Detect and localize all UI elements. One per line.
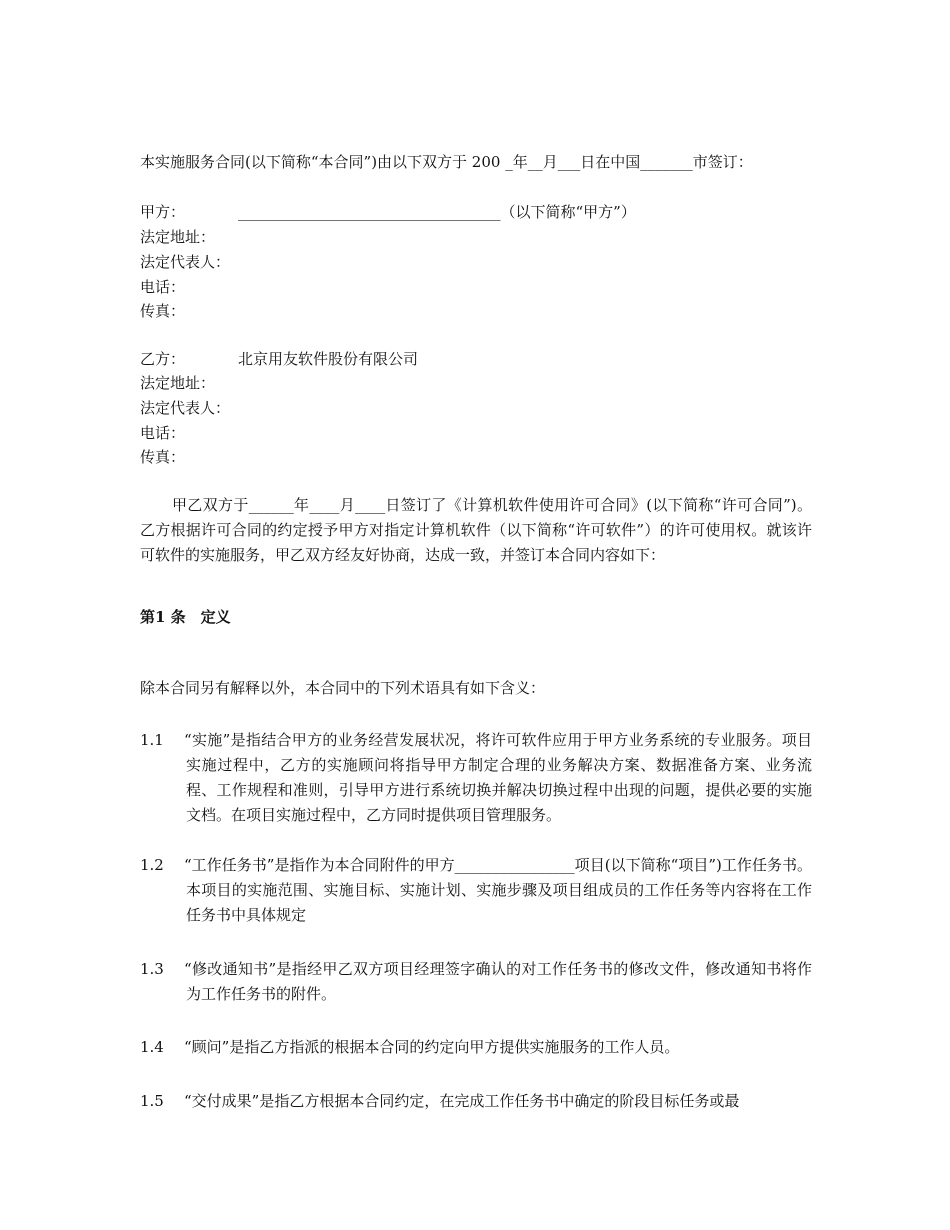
article-1-heading: 第1 条 定义 — [140, 608, 231, 626]
clause-number: 1.3 — [140, 960, 164, 978]
clause-number: 1.2 — [140, 856, 164, 874]
preamble-paragraph: 甲乙双方于______年____月____日签订了《计算机软件使用许可合同》(以下简称“许可合同”)。乙方根据许可合同的约定授予甲方对指定计算机软件（以下简称“许可软件”）的许可使用权。就该许可软件的实施服务，甲乙双方经友好协商，达成一致，并签订本合同内容如下： — [140, 496, 812, 564]
party-b-representative-label: 法定代表人： — [140, 399, 231, 417]
clause-text: “工作任务书”是指作为本合同附件的甲方________________项目(以下简称“项目”)工作任务书。本项目的实施范围、实施目标、实施计划、实施步骤及项目组成员的工作任务等内容将在工作任务书中具体规定 — [184, 856, 812, 924]
party-a-address-label: 法定地址： — [140, 228, 216, 246]
clause-text: “修改通知书”是指经甲乙双方项目经理签字确认的对工作任务书的修改文件，修改通知书将作为工作任务书的附件。 — [184, 960, 812, 1003]
clause-number: 1.5 — [140, 1092, 164, 1110]
contract-intro: 本实施服务合同(以下简称“本合同”)由以下双方于 200 _年__月___日在中国_______市签订： — [140, 153, 753, 171]
clause-number: 1.1 — [140, 731, 164, 749]
party-a-label: 甲方： — [140, 203, 186, 221]
party-b-address-label: 法定地址： — [140, 374, 216, 392]
party-a-name-blank: ___________________________________（以下简称“甲方”） — [238, 203, 636, 221]
clause-text: “交付成果”是指乙方根据本合同约定，在完成工作任务书中确定的阶段目标任务或最 — [184, 1092, 740, 1110]
clause-text: “顾问”是指乙方指派的根据本合同的约定向甲方提供实施服务的工作人员。 — [184, 1038, 680, 1056]
party-b-name: 北京用友软件股份有限公司 — [238, 350, 419, 368]
party-a-representative-label: 法定代表人： — [140, 253, 231, 271]
party-a-phone-label: 电话： — [140, 278, 186, 296]
party-b-label: 乙方： — [140, 350, 186, 368]
party-b-fax-label: 传真： — [140, 448, 186, 466]
party-b-phone-label: 电话： — [140, 424, 186, 442]
clause-number: 1.4 — [140, 1038, 164, 1056]
article-1-intro: 除本合同另有解释以外，本合同中的下列术语具有如下含义： — [140, 679, 546, 697]
party-a-fax-label: 传真： — [140, 302, 186, 320]
clause-text: “实施”是指结合甲方的业务经营发展状况，将许可软件应用于甲方业务系统的专业服务。项目实施过程中，乙方的实施顾问将指导甲方制定合理的业务解决方案、数据准备方案、业务流程、工作规程和准则，引导甲方进行系统切换并解决切换过程中出现的问题，提供必要的实施文档。在项目实施过程中，乙方同时提供项目管理服务。 — [184, 731, 812, 824]
